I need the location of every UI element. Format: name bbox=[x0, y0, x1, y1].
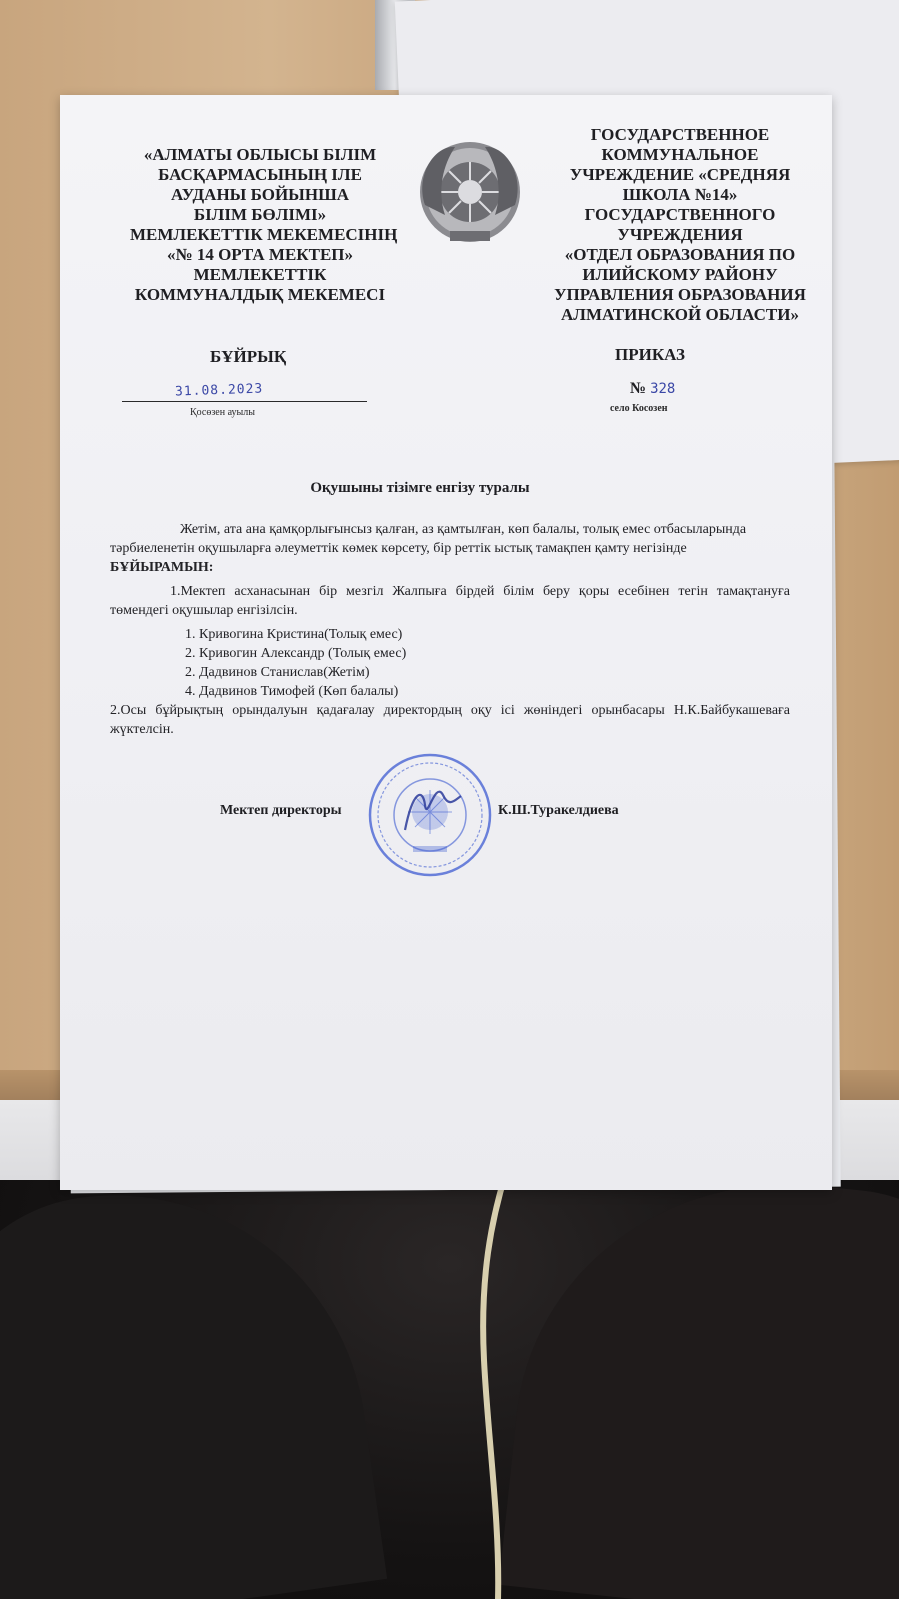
header-left-line: АУДАНЫ БОЙЫНША bbox=[170, 185, 350, 204]
signature-name: К.Ш.Туракелдиева bbox=[498, 803, 619, 818]
list-item: 4. Дадвинов Тимофей (Көп балалы) bbox=[185, 684, 399, 699]
signature-title: Мектеп директоры bbox=[220, 803, 342, 818]
number-label: № bbox=[630, 380, 647, 397]
round-blue-seal-icon bbox=[365, 750, 495, 880]
header-right-line: ИЛИЙСКОМУ РАЙОНУ bbox=[582, 265, 778, 284]
header-left-kz bbox=[130, 145, 398, 305]
header-left-line: БІЛІМ БӨЛІМІ» bbox=[193, 205, 327, 224]
header-left-line: КОММУНАЛДЫҚ МЕКЕМЕСІ bbox=[134, 285, 386, 304]
kazakhstan-state-emblem-icon bbox=[415, 135, 525, 250]
document-title: Оқушыны тізімге енгізу туралы bbox=[310, 480, 530, 496]
header-right-line: УЧРЕЖДЕНИЕ «СРЕДНЯЯ bbox=[569, 165, 791, 184]
header-right-ru bbox=[530, 125, 830, 325]
header-left-line: МЕМЛЕКЕТТІК МЕКЕМЕСІНІҢ bbox=[130, 225, 398, 244]
header-left-line: «№ 14 ОРТА МЕКТЕП» bbox=[166, 245, 354, 264]
header-left-line: БАСҚАРМАСЫНЫҢ ІЛЕ bbox=[158, 165, 362, 184]
intro-paragraph bbox=[110, 520, 790, 577]
order-number bbox=[630, 380, 675, 398]
handwritten-number: 328 bbox=[650, 381, 676, 397]
header-right-line: ГОСУДАРСТВЕННОГО bbox=[584, 205, 776, 224]
point-1: 1.Мектеп асханасынан бір мезгіл Жалпыға бірдей білім беру қоры есебінен тегін тамақтануға төмендегі оқушылар енгізілсін. bbox=[110, 584, 790, 618]
cable bbox=[470, 1160, 530, 1599]
header-right-line: КОММУНАЛЬНОЕ bbox=[601, 145, 759, 164]
student-list bbox=[185, 625, 406, 701]
header-left-line: МЕМЛЕКЕТТІК bbox=[193, 265, 327, 284]
header-right-line: УЧРЕЖДЕНИЯ bbox=[617, 225, 743, 244]
header-right-line: ШКОЛА №14» bbox=[622, 185, 738, 204]
intro-text: Жетім, ата ана қамқорлығынсыз қалған, аз қамтылған, көп балалы, толық емес отбасыларында тәрбиеленетін оқушыларға әлеуметтік көмек көрсету, бір реттік ыстық тамақпен қамту негізінде bbox=[110, 522, 747, 556]
handwritten-date: 31.08.2023 bbox=[174, 381, 264, 400]
date-underline bbox=[122, 401, 367, 402]
place-kz: Қосөзен ауылы bbox=[190, 407, 255, 418]
intro-bold: БҰЙЫРАМЫН: bbox=[110, 560, 214, 575]
document-page bbox=[60, 95, 832, 1190]
header-right-line: «ОТДЕЛ ОБРАЗОВАНИЯ ПО bbox=[564, 245, 796, 264]
header-right-line: ГОСУДАРСТВЕННОЕ bbox=[590, 125, 770, 144]
list-item: 2. Дадвинов Станислав(Жетім) bbox=[185, 665, 370, 680]
header-right-line: АЛМАТИНСКОЙ ОБЛАСТИ» bbox=[561, 305, 799, 324]
header-right-line: УПРАВЛЕНИЯ ОБРАЗОВАНИЯ bbox=[554, 285, 806, 304]
doc-type-ru: ПРИКАЗ bbox=[615, 345, 685, 364]
list-item: 2. Кривогин Александр (Толық емес) bbox=[185, 646, 407, 661]
list-item: 1. Кривогина Кристина(Толық емес) bbox=[185, 627, 403, 642]
point-2: 2.Осы бұйрықтың орындалуын қадағалау директордың оқу ісі жөніндегі орынбасары Н.К.Байбукашеваға жүктелсін. bbox=[110, 703, 790, 737]
doc-type-kz: БҰЙРЫҚ bbox=[210, 347, 287, 366]
header-left-line: «АЛМАТЫ ОБЛЫСЫ БІЛІМ bbox=[143, 145, 377, 164]
place-ru: село Косозен bbox=[610, 403, 668, 414]
